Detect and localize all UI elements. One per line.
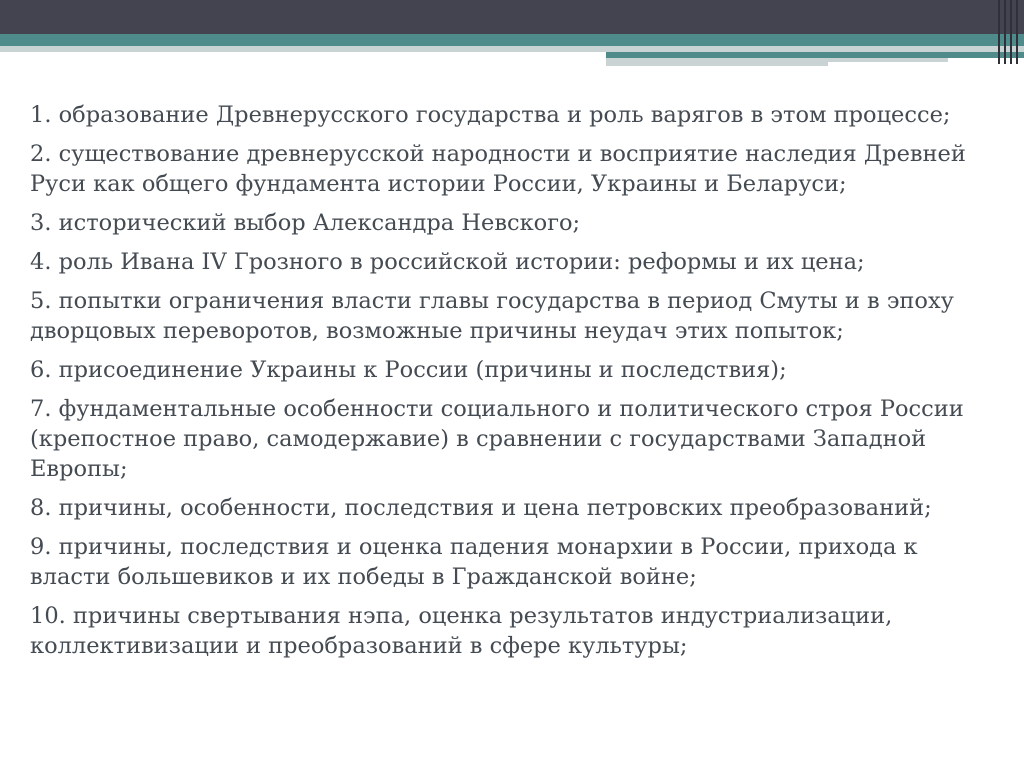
list-item: 4. роль Ивана IV Грозного в российской истории: реформы и их цена;: [30, 249, 865, 275]
list-item: 3. исторический выбор Александра Невского;: [30, 210, 581, 236]
header-vertical-line: [1016, 0, 1018, 64]
list-item: 9. причины, последствия и оценка падения монархии в России, прихода к власти большевиков и их победы в Гражданской войне;: [30, 534, 918, 590]
list-item: 2. существование древнерусской народности и восприятие наследия Древней Руси как общего фундамента истории России, Украины и Беларуси;: [30, 141, 966, 197]
list-item: 1. образование Древнерусского государства и роль варягов в этом процессе;: [30, 102, 951, 128]
header-vertical-line: [1010, 0, 1012, 64]
header-vertical-line: [1004, 0, 1006, 64]
list-item: 10. причины свертывания нэпа, оценка результатов индустриализации, коллективизации и преобразований в сфере культуры;: [30, 603, 893, 659]
list-item: 6. присоединение Украины к России (причины и последствия);: [30, 357, 787, 383]
header-accent-gray-thin: [828, 58, 948, 62]
topic-list: [30, 100, 998, 670]
list-item: 8. причины, особенности, последствия и цена петровских преобразований;: [30, 495, 932, 521]
header-accent-gray: [606, 58, 828, 66]
header-vertical-line: [998, 0, 1000, 64]
header-band-teal: [0, 34, 1024, 46]
list-item: 5. попытки ограничения власти главы государства в период Смуты и в эпоху дворцовых переворотов, возможные причины неудач этих попыток;: [30, 288, 954, 344]
list-item: 7. фундаментальные особенности социального и политического строя России (крепостное право, самодержавие) в сравнении с государствами Западной Европы;: [30, 396, 964, 482]
header-band-dark: [0, 0, 1024, 34]
